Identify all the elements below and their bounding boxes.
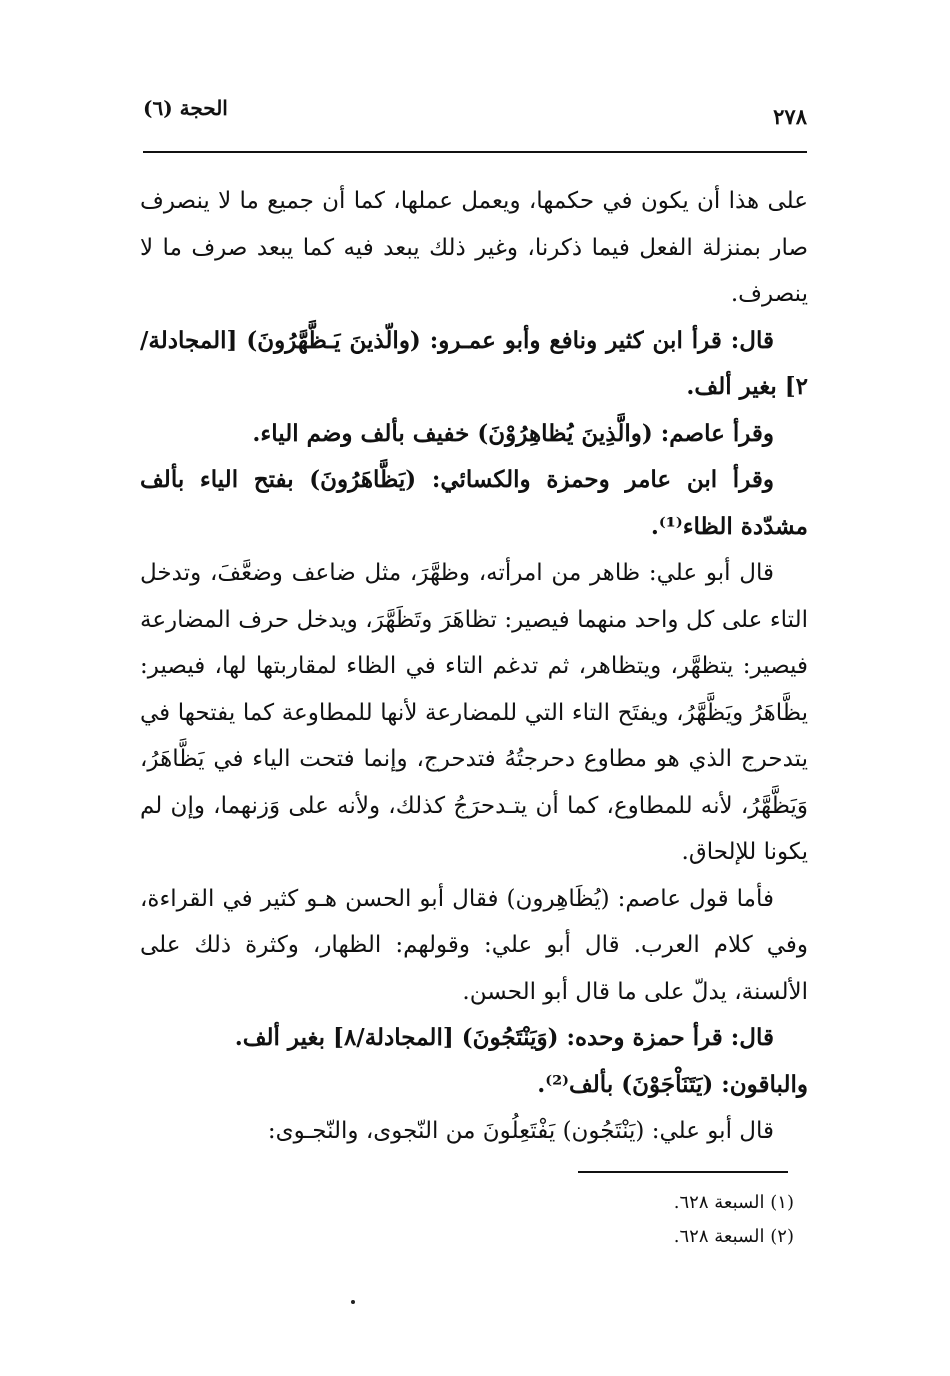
paragraph-5: قال أبو علي: ظاهر من امرأته، وظهَّرَ، مثل ضاعف وضعَّفَ، وتدخل التاء على كل واحد منهما فيصير: تظاهَرَ وتَظَهَّرَ، ويدخل حرف المضارعة فيصير: يتظهَّر، ويتظاهر، ثم تدغم التاء في الظاء لمقاربتها لها، فيصير: يظَّاهَرُ ويَظَّهَّرُ، ويفتَح التاء التي للمضارعة لأنها للمطاوعة كما يفتحها في يتدحرج الذي هو مطاوع دحرجتُهُ فتدحرج، وإنما فتحت الياء في يَظَّاهَرُ، وَيَظَّهَّرُ، لأنه للمطاوع، كما أن يتـدحرَجُ كذلك، ولأنه على وَزنهما، وإن لم يكونا للإلحاق. [140, 560, 808, 865]
stray-dot [351, 1300, 355, 1304]
main-text [140, 178, 808, 1155]
paragraph-3: وقرأ عاصم: (والَّذِينَ يُظاهِرُوْنَ) خفيف بألف وضم الياء. [252, 419, 774, 447]
running-title: الحجة (٦) [143, 96, 228, 120]
paragraph-2: قال: قرأ ابن كثير ونافع وأبو عمـرو: (والّذينَ يَـظَّهَّرُونَ) [المجادلة/٢] بغير ألف. [140, 326, 808, 400]
paragraph-1: على هذا أن يكون في حكمها، ويعمل عملها، كما أن جميع ما لا ينصرف صار بمنزلة الفعل فيما ذكرنا، وغير ذلك يبعد فيه كما يبعد صرف ما لا ينصرف. [140, 188, 808, 307]
footnote-1: (١) السبعة ٦٢٨. [673, 1192, 794, 1213]
footnote-2: (٢) السبعة ٦٢٨. [673, 1226, 794, 1247]
paragraph-9: قال أبو علي: (يَنْتَجُون) يَفْتَعِلُونَ من النّجوى، والنّجـوى: [267, 1118, 774, 1144]
page-number: ٢٧٨ [773, 104, 807, 129]
footnote-rule [578, 1171, 788, 1173]
page-header [143, 92, 807, 132]
paragraph-7: قال: قرأ حمزة وحده: (وَيَنْتَجُونَ) [المجادلة/٨] بغير ألف. [234, 1024, 774, 1051]
paragraph-6: فأما قول عاصم: (يُظَاهِرون) فقال أبو الحسن هـو كثير في القراءة، وفي كلام العرب. قال أبو علي: وقولهم: الظهار، وكثرة ذلك على الألسنة، يدلّ على ما قال أبو الحسن. [140, 885, 808, 1005]
paragraph-8: والباقون: (يَتَنَاْجَوْنَ) بألف⁽²⁾. [537, 1070, 808, 1098]
header-rule [143, 151, 807, 153]
paragraph-4: وقرأ ابن عامر وحمزة والكسائي: (يَظَّاهَرُونَ) بفتح الياء بألف مشدّدة الظاء⁽¹⁾. [140, 466, 808, 540]
footnotes [450, 1186, 794, 1254]
